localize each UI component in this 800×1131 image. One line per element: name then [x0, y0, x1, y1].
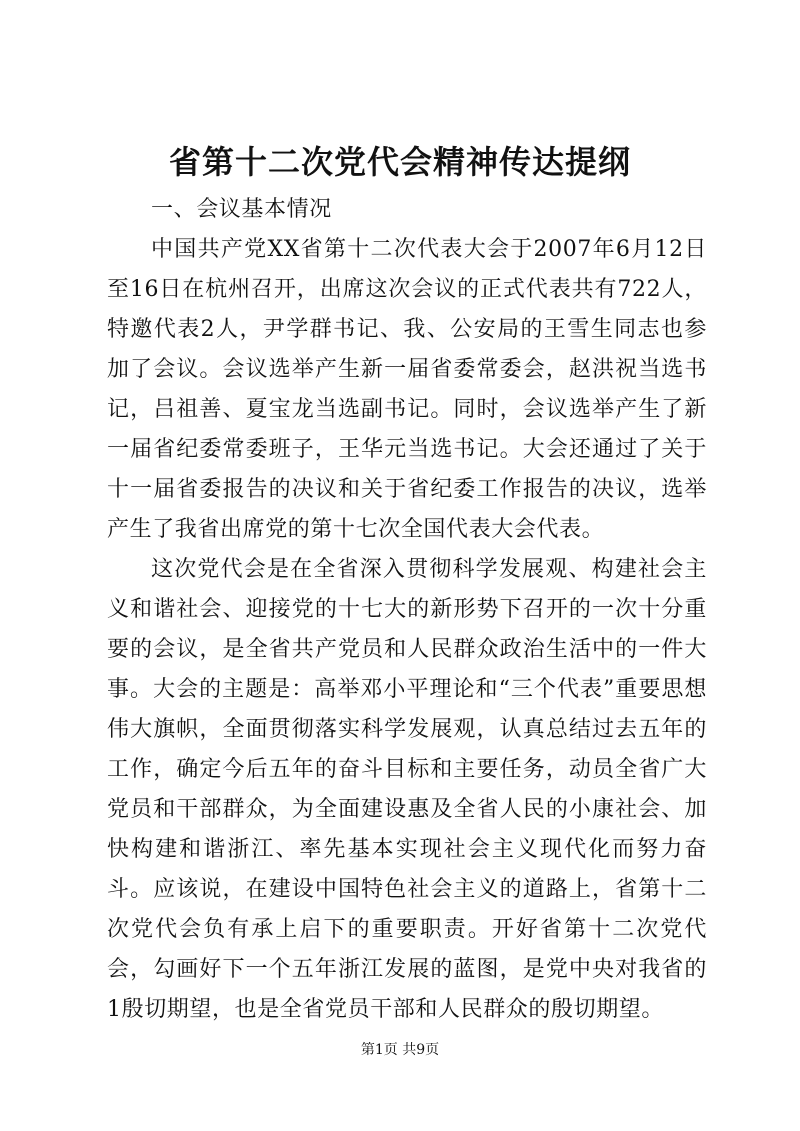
document-body	[107, 190, 707, 1030]
section-heading: 一、会议基本情况	[151, 197, 332, 222]
page-footer: 第1页 共9页	[360, 1042, 440, 1058]
document-title: 省第十二次党代会精神传达提纲	[168, 143, 631, 181]
paragraph-meeting-significance: 这次党代会是在全省深入贯彻科学发展观、构建社会主义和谐社会、迎接党的十七大的新形势下召开的一次十分重要的会议，是全省共产党员和人民群众政治生活中的一件大事。大会的主题是：高举邓小平理论和“三个代表”重要思想伟大旗帜，全面贯彻落实科学发展观，认真总结过去五年的工作，确定今后五年的奋斗目标和主要任务，动员全省广大党员和干部群众，为全面建设惠及全省人民的小康社会、加快构建和谐浙江、率先基本实现社会主义现代化而努力奋斗。应该说，在建设中国特色社会主义的道路上，省第十二次党代会负有承上启下的重要职责。开好省第十二次党代会，勾画好下一个五年浙江发展的蓝图，是党中央对我省的1殷切期望，也是全省党员干部和人民群众的殷切期望。	[107, 557, 707, 1022]
paragraph-meeting-info: 中国共产党XX省第十二次代表大会于2007年6月12日至16日在杭州召开，出席这次会议的正式代表共有722人，特邀代表2人，尹学群书记、我、公安局的王雪生同志也参加了会议。会议选举产生新一届省委常委会，赵洪祝当选书记，吕祖善、夏宝龙当选副书记。同时，会议选举产生了新一届省纪委常委班子，王华元当选书记。大会还通过了关于十一届省委报告的决议和关于省纪委工作报告的决议，选举产生了我省出席党的第十七次全国代表大会代表。	[107, 237, 707, 542]
